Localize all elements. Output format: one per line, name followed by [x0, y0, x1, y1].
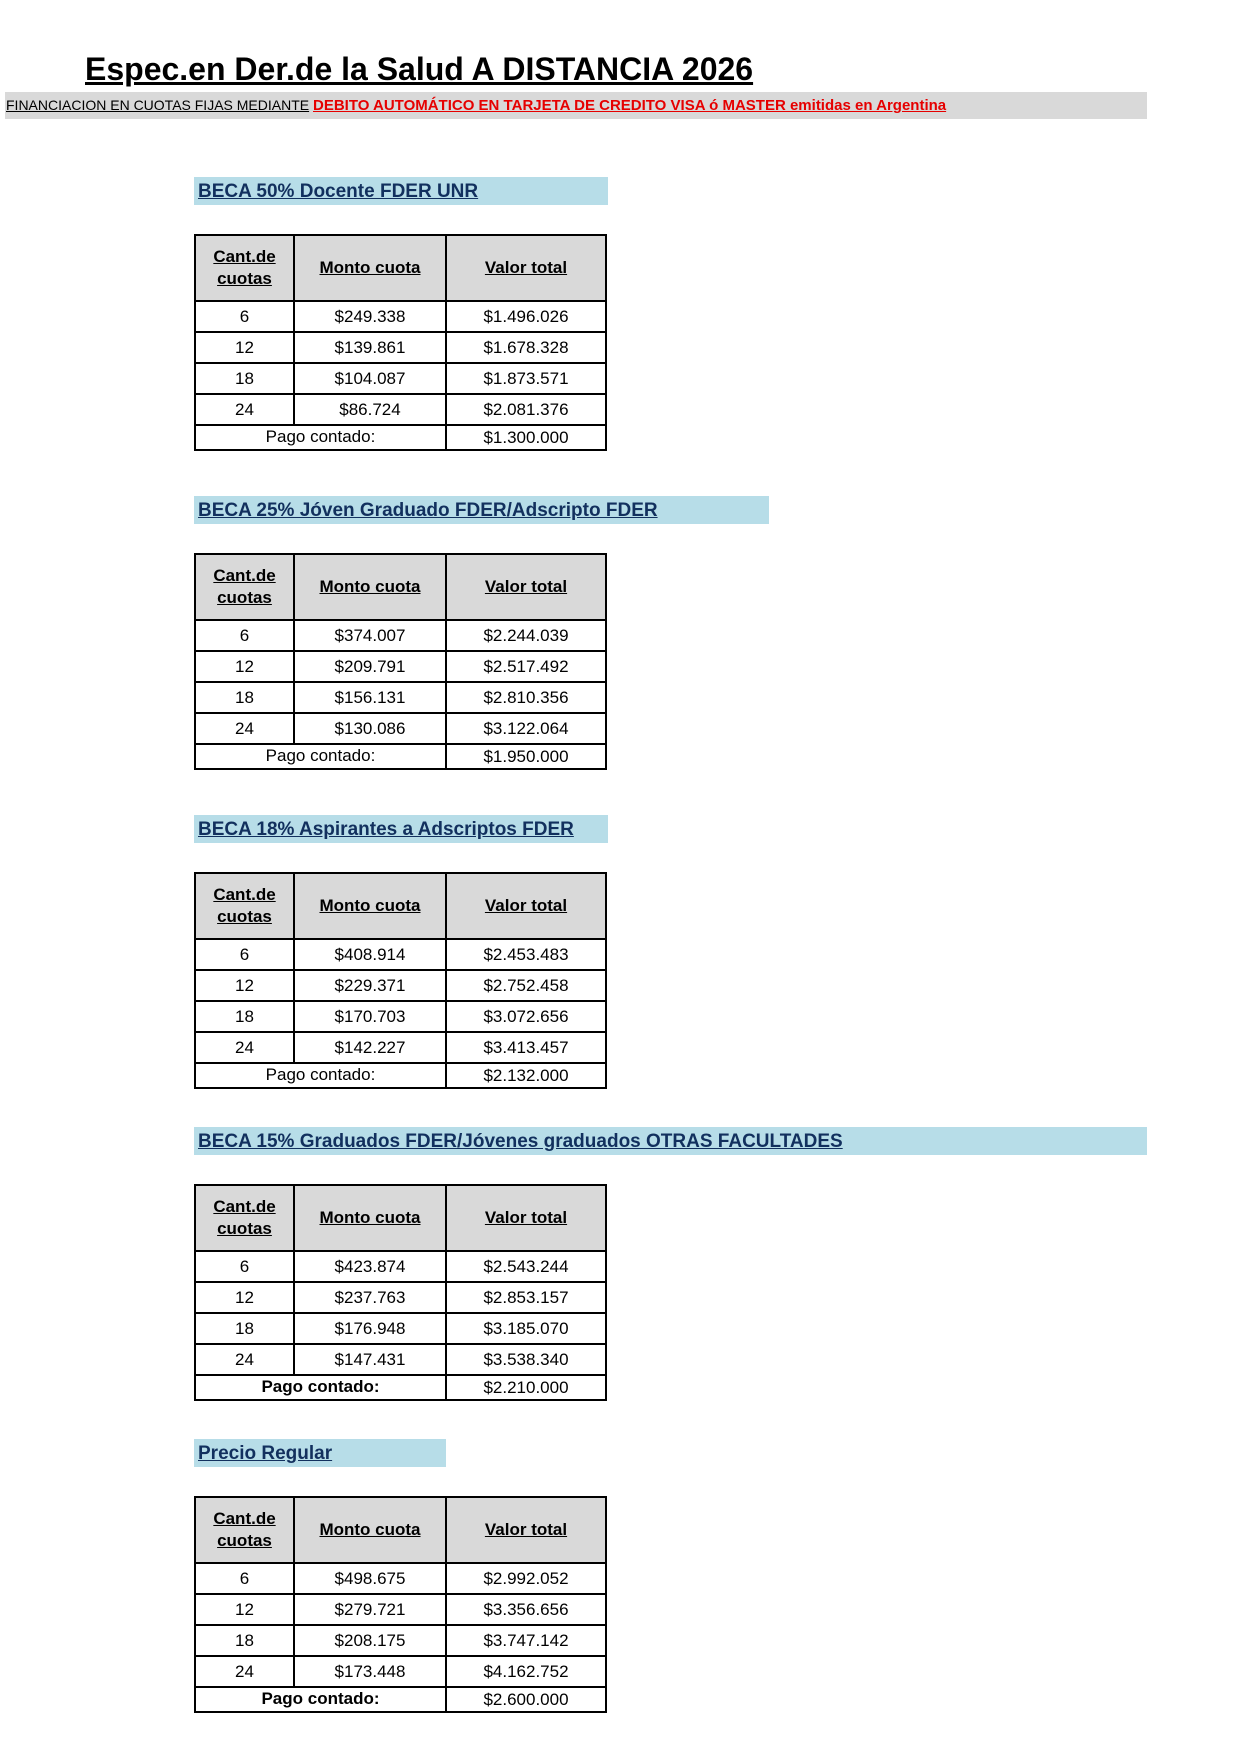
installments-cell: 18	[195, 363, 294, 394]
col-installments: Cant.de cuotas	[195, 1185, 294, 1251]
col-installments: Cant.de cuotas	[195, 554, 294, 620]
table-header-row	[195, 1497, 606, 1563]
cash-row	[195, 1687, 606, 1712]
col-total: Valor total	[446, 1185, 606, 1251]
installments-cell: 12	[195, 332, 294, 363]
total-cell: $3.185.070	[446, 1313, 606, 1344]
cash-label: Pago contado:	[195, 1063, 446, 1088]
table-header-row	[195, 554, 606, 620]
total-cell: $2.517.492	[446, 651, 606, 682]
amount-cell: $208.175	[294, 1625, 446, 1656]
amount-cell: $229.371	[294, 970, 446, 1001]
table-row	[195, 1001, 606, 1032]
amount-cell: $156.131	[294, 682, 446, 713]
amount-cell: $374.007	[294, 620, 446, 651]
installments-cell: 6	[195, 939, 294, 970]
installments-cell: 6	[195, 301, 294, 332]
section-title: BECA 50% Docente FDER UNR	[194, 177, 608, 205]
installments-cell: 24	[195, 713, 294, 744]
table-row	[195, 1032, 606, 1063]
section-title: BECA 25% Jóven Graduado FDER/Adscripto FDER	[194, 496, 769, 524]
total-cell: $3.122.064	[446, 713, 606, 744]
table-row	[195, 620, 606, 651]
cash-row	[195, 425, 606, 450]
installments-cell: 18	[195, 1625, 294, 1656]
financing-highlight: DEBITO AUTOMÁTICO EN TARJETA DE CREDITO VISA ó MASTER emitidas en Argentina	[313, 97, 947, 114]
col-installments: Cant.de cuotas	[195, 873, 294, 939]
cash-value: $2.600.000	[446, 1687, 606, 1712]
section-title: Precio Regular	[194, 1439, 446, 1467]
total-cell: $3.747.142	[446, 1625, 606, 1656]
table-row	[195, 651, 606, 682]
section-beca-18	[194, 815, 608, 1089]
cash-label: Pago contado:	[195, 744, 446, 769]
table-row	[195, 363, 606, 394]
total-cell: $1.496.026	[446, 301, 606, 332]
amount-cell: $279.721	[294, 1594, 446, 1625]
col-installments: Cant.de cuotas	[195, 235, 294, 301]
table-row	[195, 332, 606, 363]
table-row	[195, 1625, 606, 1656]
cash-label: Pago contado:	[195, 1687, 446, 1712]
amount-cell: $170.703	[294, 1001, 446, 1032]
section-beca-25	[194, 496, 769, 770]
total-cell: $2.543.244	[446, 1251, 606, 1282]
total-cell: $3.356.656	[446, 1594, 606, 1625]
total-cell: $2.081.376	[446, 394, 606, 425]
table-row	[195, 682, 606, 713]
installments-table	[194, 1184, 607, 1401]
total-cell: $4.162.752	[446, 1656, 606, 1687]
installments-cell: 18	[195, 1313, 294, 1344]
installments-cell: 18	[195, 1001, 294, 1032]
col-total: Valor total	[446, 1497, 606, 1563]
amount-cell: $86.724	[294, 394, 446, 425]
installments-cell: 24	[195, 1656, 294, 1687]
table-row	[195, 1251, 606, 1282]
col-total: Valor total	[446, 554, 606, 620]
col-amount: Monto cuota	[294, 873, 446, 939]
total-cell: $3.072.656	[446, 1001, 606, 1032]
section-title: BECA 15% Graduados FDER/Jóvenes graduados OTRAS FACULTADES	[194, 1127, 1147, 1155]
amount-cell: $130.086	[294, 713, 446, 744]
cash-label: Pago contado:	[195, 425, 446, 450]
cash-value: $1.950.000	[446, 744, 606, 769]
table-row	[195, 1594, 606, 1625]
amount-cell: $209.791	[294, 651, 446, 682]
cash-label: Pago contado:	[195, 1375, 446, 1400]
table-row	[195, 1313, 606, 1344]
installments-cell: 12	[195, 651, 294, 682]
installments-cell: 24	[195, 1032, 294, 1063]
amount-cell: $139.861	[294, 332, 446, 363]
cash-row	[195, 1375, 606, 1400]
financing-prefix: FINANCIACION EN CUOTAS FIJAS MEDIANTE	[6, 97, 310, 113]
installments-table	[194, 234, 607, 451]
total-cell: $2.992.052	[446, 1563, 606, 1594]
installments-cell: 24	[195, 394, 294, 425]
amount-cell: $173.448	[294, 1656, 446, 1687]
installments-cell: 12	[195, 970, 294, 1001]
table-row	[195, 301, 606, 332]
table-row	[195, 939, 606, 970]
amount-cell: $423.874	[294, 1251, 446, 1282]
installments-cell: 24	[195, 1344, 294, 1375]
financing-banner	[5, 92, 1147, 119]
page-title: Espec.en Der.de la Salud A DISTANCIA 2026	[85, 51, 754, 87]
amount-cell: $142.227	[294, 1032, 446, 1063]
total-cell: $1.678.328	[446, 332, 606, 363]
col-amount: Monto cuota	[294, 554, 446, 620]
table-row	[195, 713, 606, 744]
cash-row	[195, 1063, 606, 1088]
table-row	[195, 970, 606, 1001]
total-cell: $2.853.157	[446, 1282, 606, 1313]
installments-cell: 6	[195, 620, 294, 651]
total-cell: $2.752.458	[446, 970, 606, 1001]
installments-cell: 12	[195, 1282, 294, 1313]
table-header-row	[195, 1185, 606, 1251]
table-row	[195, 394, 606, 425]
installments-cell: 6	[195, 1563, 294, 1594]
installments-table	[194, 553, 607, 770]
cash-value: $2.210.000	[446, 1375, 606, 1400]
total-cell: $2.810.356	[446, 682, 606, 713]
amount-cell: $176.948	[294, 1313, 446, 1344]
installments-table	[194, 1496, 607, 1713]
amount-cell: $104.087	[294, 363, 446, 394]
table-row	[195, 1563, 606, 1594]
amount-cell: $147.431	[294, 1344, 446, 1375]
installments-cell: 18	[195, 682, 294, 713]
total-cell: $2.244.039	[446, 620, 606, 651]
section-beca-50	[194, 177, 608, 451]
cash-value: $1.300.000	[446, 425, 606, 450]
amount-cell: $249.338	[294, 301, 446, 332]
section-title: BECA 18% Aspirantes a Adscriptos FDER	[194, 815, 608, 843]
installments-table	[194, 872, 607, 1089]
amount-cell: $237.763	[294, 1282, 446, 1313]
amount-cell: $498.675	[294, 1563, 446, 1594]
installments-cell: 12	[195, 1594, 294, 1625]
table-row	[195, 1656, 606, 1687]
total-cell: $3.413.457	[446, 1032, 606, 1063]
table-header-row	[195, 873, 606, 939]
col-amount: Monto cuota	[294, 235, 446, 301]
section-beca-15	[194, 1127, 1147, 1401]
table-row	[195, 1344, 606, 1375]
table-row	[195, 1282, 606, 1313]
installments-cell: 6	[195, 1251, 294, 1282]
col-amount: Monto cuota	[294, 1185, 446, 1251]
col-amount: Monto cuota	[294, 1497, 446, 1563]
amount-cell: $408.914	[294, 939, 446, 970]
col-installments: Cant.de cuotas	[195, 1497, 294, 1563]
total-cell: $2.453.483	[446, 939, 606, 970]
cash-value: $2.132.000	[446, 1063, 606, 1088]
total-cell: $3.538.340	[446, 1344, 606, 1375]
col-total: Valor total	[446, 873, 606, 939]
cash-row	[195, 744, 606, 769]
total-cell: $1.873.571	[446, 363, 606, 394]
col-total: Valor total	[446, 235, 606, 301]
section-regular-price	[194, 1439, 607, 1713]
table-header-row	[195, 235, 606, 301]
